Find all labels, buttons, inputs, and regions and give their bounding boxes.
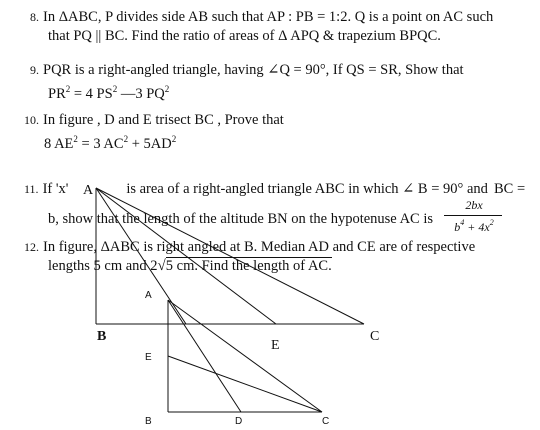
question-number: 9. <box>30 63 39 77</box>
question-text-line1: In ΔABC, P divides side AB such that AP : PB = 1:2. Q is a point on AC such <box>43 9 494 25</box>
figure2-label-b: B <box>145 416 152 427</box>
figure1-label-b: B <box>97 329 107 344</box>
question-11-line1: 11. If 'x' is area of a right-angled triangle ABC in which ∠ B = 90° and <box>24 181 488 197</box>
question-text-line1: In figure, ΔABC is right angled at B. Median AD and CE are of respective <box>43 239 476 255</box>
question-number: 11. <box>24 182 39 196</box>
figure2-label-e: E <box>145 352 152 363</box>
figure1-hypotenuse <box>96 188 364 324</box>
question-11-bc: BC = <box>494 181 526 197</box>
question-text-line2: b, show that the length of the altitude BN on the hypotenuse AC is <box>48 211 434 227</box>
figure2-hypotenuse <box>168 300 322 412</box>
question-number: 10. <box>24 113 39 127</box>
question-number: 12. <box>24 240 39 254</box>
fraction-numerator: 2bx <box>465 198 483 212</box>
question-text-line2: that PQ || BC. Find the ratio of areas of Δ APQ & trapezium BPQC. <box>48 28 441 44</box>
figure1-label-e: E <box>271 338 280 353</box>
question-text-line1: PQR is a right-angled triangle, having ∠Q = 90°, If QS = SR, Show that <box>43 62 464 78</box>
figure2-label-a: A <box>145 290 152 301</box>
fraction-denominator: $b^4 + 4x^2$ <box>454 218 494 234</box>
figure2-median-ce <box>168 356 322 412</box>
figure2-label-d: D <box>235 416 243 427</box>
figure2-label-c: C <box>322 416 330 427</box>
question-text-line2: lengths 5 cm and 2√5 cm. Find the length of AC. <box>48 258 332 274</box>
figure2-median-ad <box>168 300 241 412</box>
question-number: 8. <box>30 10 39 24</box>
figure1-label-c: C <box>370 329 380 344</box>
question-text-line2: $PR^2 = 4$ $PS^2$ —3 $PQ^2$ <box>48 84 170 102</box>
figure1-label-a: A <box>83 183 94 198</box>
figure1-segment-ae <box>96 188 276 324</box>
question-text-line1: In figure , D and E trisect BC , Prove that <box>43 112 284 128</box>
question-text-line2: 8 $AE^2 = 3$ $AC^2 + 5AD^2$ <box>44 134 177 152</box>
question-text-line1: is area of a right-angled triangle ABC in which ∠ B = 90° and <box>126 181 488 197</box>
